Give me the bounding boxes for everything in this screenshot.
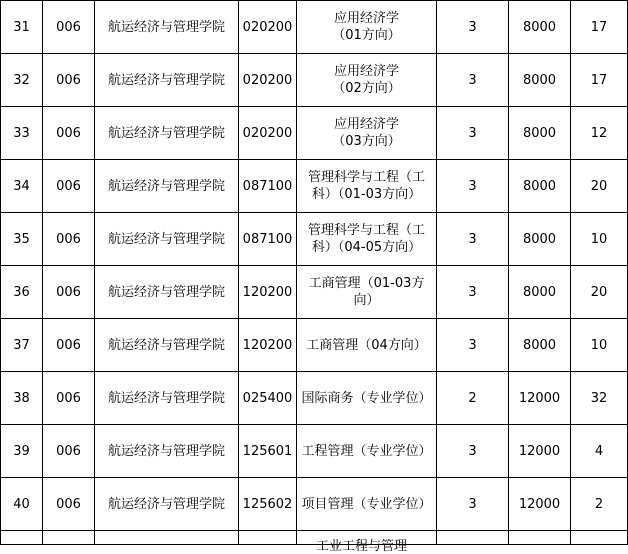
- partial-row-text: 工业工程与管理: [316, 539, 408, 554]
- college-name-cell: 航运经济与管理学院: [95, 425, 239, 478]
- major-name-line: 向）: [353, 293, 380, 308]
- study-years-cell: 3: [437, 213, 509, 266]
- table-row: [1, 478, 628, 531]
- table-row: [1, 319, 628, 372]
- college-code-cell: 006: [43, 160, 95, 213]
- row-number-cell: 39: [1, 425, 43, 478]
- major-name-cell: [297, 1, 437, 54]
- college-code-cell: 006: [43, 478, 95, 531]
- college-code-cell: 006: [43, 266, 95, 319]
- college-name-cell: 航运经济与管理学院: [95, 1, 239, 54]
- major-name-cell: [297, 266, 437, 319]
- tuition-fee-cell: 8000: [509, 54, 571, 107]
- college-code-cell: 006: [43, 425, 95, 478]
- tuition-fee-cell: 8000: [509, 319, 571, 372]
- enrollment-count-cell: 10: [571, 319, 628, 372]
- study-years-cell: 3: [437, 1, 509, 54]
- tuition-fee-cell: 12000: [509, 425, 571, 478]
- partial-cell: [1, 531, 43, 545]
- study-years-cell: 2: [437, 372, 509, 425]
- major-name-line: 项目管理（专业学位）: [301, 496, 432, 512]
- partial-cell: [239, 531, 297, 545]
- major-name-cell: [297, 54, 437, 107]
- partial-cell: [43, 531, 95, 545]
- major-name-line: 工商管理（01-03方: [308, 276, 425, 291]
- college-code-cell: 006: [43, 107, 95, 160]
- major-code-cell: 020200: [239, 54, 297, 107]
- major-code-cell: 120200: [239, 319, 297, 372]
- college-code-cell: 006: [43, 54, 95, 107]
- partial-cell: [437, 531, 509, 545]
- major-code-cell: 087100: [239, 213, 297, 266]
- major-code-cell: 120200: [239, 266, 297, 319]
- major-code-cell: 087100: [239, 160, 297, 213]
- major-code-cell: 125602: [239, 478, 297, 531]
- row-number-cell: 37: [1, 319, 43, 372]
- major-code-cell: 025400: [239, 372, 297, 425]
- table-row: [1, 54, 628, 107]
- major-name-cell: [297, 319, 437, 372]
- tuition-fee-cell: 8000: [509, 1, 571, 54]
- study-years-cell: 3: [437, 425, 509, 478]
- table-row: [1, 531, 628, 545]
- major-name-line: 管理科学与工程（工: [307, 223, 425, 238]
- partial-cell: [509, 531, 571, 545]
- tuition-fee-cell: 12000: [509, 478, 571, 531]
- major-name-cell: [297, 160, 437, 213]
- table-row: [1, 1, 628, 54]
- major-name-line: 应用经济学: [333, 117, 399, 132]
- major-name-line: 科）（04-05方向）: [311, 240, 422, 255]
- major-name-line: 科）（01-03方向）: [311, 187, 422, 202]
- row-number-cell: 31: [1, 1, 43, 54]
- tuition-fee-cell: 8000: [509, 107, 571, 160]
- major-name-cell: [297, 372, 437, 425]
- tuition-fee-cell: 8000: [509, 213, 571, 266]
- major-name-cell: [297, 425, 437, 478]
- study-years-cell: 3: [437, 266, 509, 319]
- enrollment-count-cell: 17: [571, 1, 628, 54]
- row-number-cell: 38: [1, 372, 43, 425]
- college-code-cell: 006: [43, 319, 95, 372]
- tuition-fee-cell: 8000: [509, 266, 571, 319]
- major-name-line: 工程管理（专业学位）: [301, 443, 432, 459]
- major-name-line: （03方向）: [332, 134, 401, 149]
- major-name-line: 管理科学与工程（工: [307, 170, 425, 185]
- college-name-cell: 航运经济与管理学院: [95, 372, 239, 425]
- major-name-line: 国际商务（专业学位）: [301, 390, 432, 406]
- study-years-cell: 3: [437, 160, 509, 213]
- enrollment-count-cell: 2: [571, 478, 628, 531]
- study-years-cell: 3: [437, 478, 509, 531]
- college-name-cell: 航运经济与管理学院: [95, 319, 239, 372]
- major-name-cell: [297, 478, 437, 531]
- table-row: [1, 425, 628, 478]
- study-years-cell: 3: [437, 107, 509, 160]
- enrollment-count-cell: 20: [571, 266, 628, 319]
- row-number-cell: 32: [1, 54, 43, 107]
- major-name-line: 应用经济学: [333, 64, 399, 79]
- college-name-cell: 航运经济与管理学院: [95, 266, 239, 319]
- enrollment-count-cell: 12: [571, 107, 628, 160]
- table-row: [1, 372, 628, 425]
- major-name-line: 应用经济学: [333, 11, 399, 26]
- college-code-cell: 006: [43, 213, 95, 266]
- table-row: [1, 107, 628, 160]
- enrollment-count-cell: 20: [571, 160, 628, 213]
- table-row: [1, 160, 628, 213]
- partial-cell: [571, 531, 628, 545]
- major-code-cell: 020200: [239, 1, 297, 54]
- college-code-cell: 006: [43, 372, 95, 425]
- row-number-cell: 36: [1, 266, 43, 319]
- row-number-cell: 40: [1, 478, 43, 531]
- major-name-cell: [297, 107, 437, 160]
- enrollment-count-cell: 10: [571, 213, 628, 266]
- study-years-cell: 3: [437, 319, 509, 372]
- partial-cell: [95, 531, 239, 545]
- major-code-cell: 020200: [239, 107, 297, 160]
- row-number-cell: 35: [1, 213, 43, 266]
- study-years-cell: 3: [437, 54, 509, 107]
- college-name-cell: 航运经济与管理学院: [95, 213, 239, 266]
- table-row: [1, 213, 628, 266]
- college-code-cell: 006: [43, 1, 95, 54]
- row-number-cell: 34: [1, 160, 43, 213]
- enrollment-count-cell: 17: [571, 54, 628, 107]
- enrollment-count-cell: 32: [571, 372, 628, 425]
- table-body: [1, 1, 628, 545]
- college-name-cell: 航运经济与管理学院: [95, 160, 239, 213]
- major-code-cell: 125601: [239, 425, 297, 478]
- table-row: [1, 266, 628, 319]
- major-name-line: （01方向）: [332, 28, 401, 43]
- tuition-fee-cell: 8000: [509, 160, 571, 213]
- enrollment-count-cell: 4: [571, 425, 628, 478]
- row-number-cell: 33: [1, 107, 43, 160]
- college-name-cell: 航运经济与管理学院: [95, 54, 239, 107]
- major-name-line: （02方向）: [332, 81, 401, 96]
- college-name-cell: 航运经济与管理学院: [95, 478, 239, 531]
- tuition-fee-cell: 12000: [509, 372, 571, 425]
- major-name-line: 工商管理（04方向）: [306, 337, 427, 353]
- major-name-cell: [297, 213, 437, 266]
- college-name-cell: 航运经济与管理学院: [95, 107, 239, 160]
